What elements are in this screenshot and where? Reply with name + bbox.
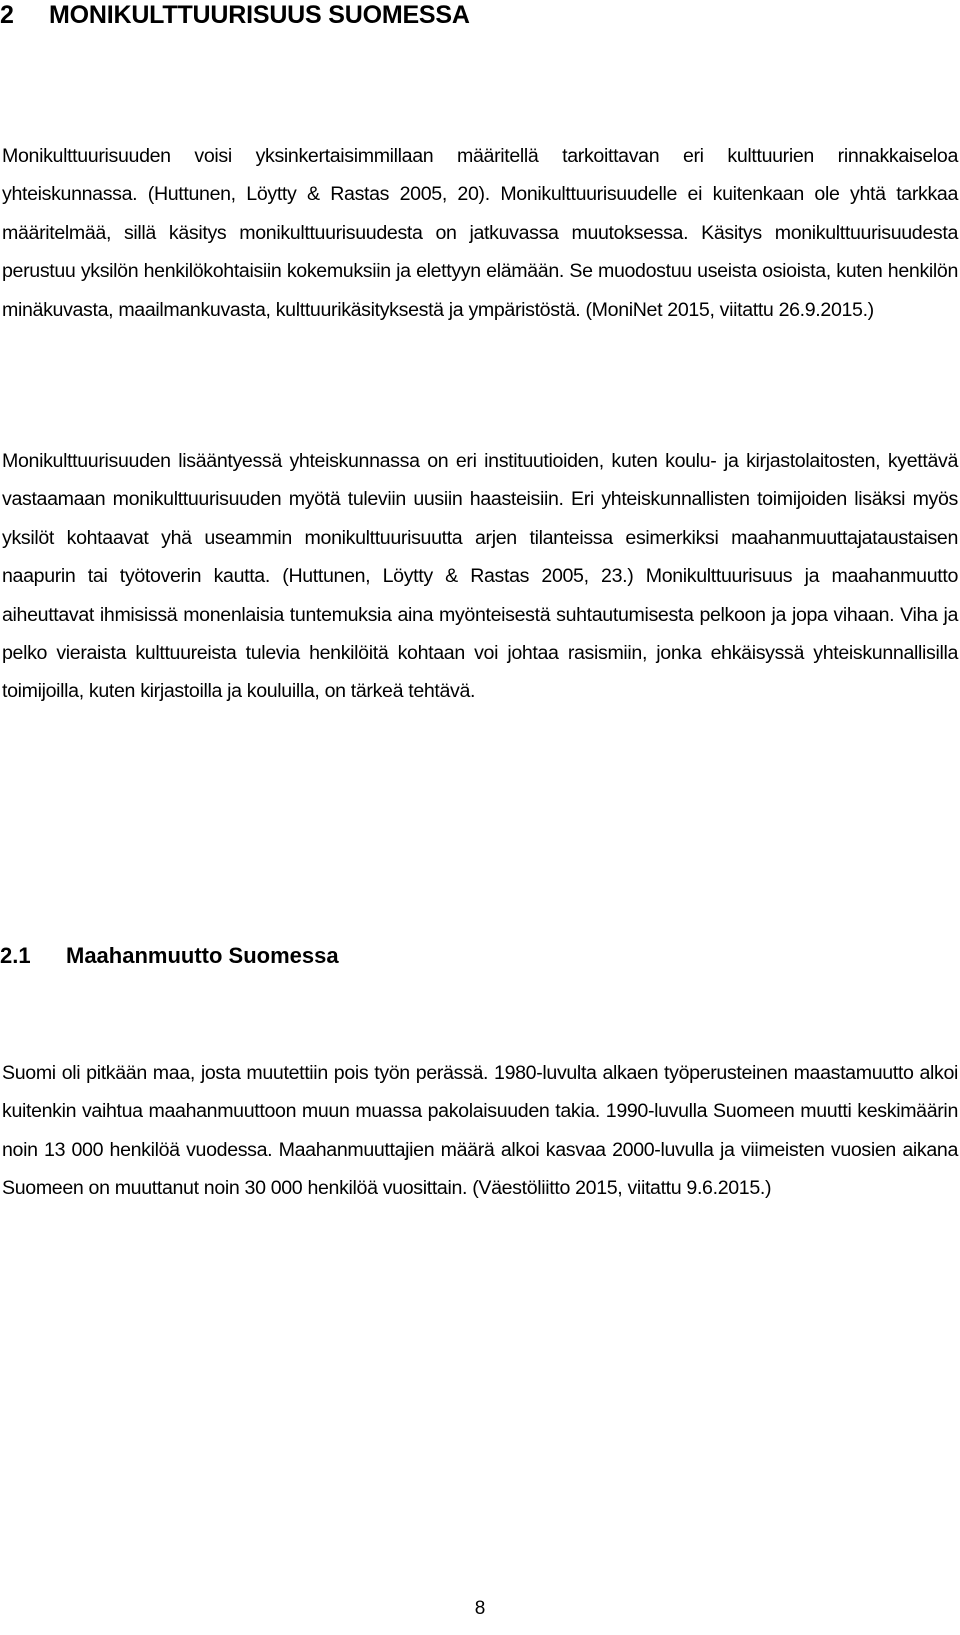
chapter-title: MONIKULTTUURISUUS SUOMESSA <box>49 1 470 29</box>
paragraph-definition: Monikulttuurisuuden voisi yksinkertaisimmillaan määritellä tarkoittavan eri kulttuurien rinnakkaiseloa yhteiskunnassa. (Huttunen, Löytty & Rastas 2005, 20). Monikulttuurisuudelle ei kuitenkaan ole yhtä tarkkaa määritelmää, sillä käsitys monikulttuurisuudesta on jatkuvassa muutoksessa. Käsitys monikulttuurisuudesta perustuu yksilön henkilökohtaisiin kokemuksiin ja elettyyn elämään. Se muodostuu useista osioista, kuten henkilön minäkuvasta, maailmankuvasta, kulttuurikäsityksestä ja ympäristöstä. (MoniNet 2015, viitattu 26.9.2015.) <box>2 145 958 321</box>
section-number: 2.1 <box>0 943 31 968</box>
chapter-heading <box>0 0 960 30</box>
paragraph-immigration: Suomi oli pitkään maa, josta muutettiin pois työn perässä. 1980-luvulta alkaen työperusteinen maastamuutto alkoi kuitenkin vaihtua maahanmuuttoon muun muassa pakolaisuuden takia. 1990-luvulla Suomeen muutti keskimäärin noin 13 000 henkilöä vuodessa. Maahanmuuttajien määrä alkoi kasvaa 2000-luvulla ja viimeisten vuosien aikana Suomeen on muuttanut noin 30 000 henkilöä vuosittain. (Väestöliitto 2015, viitattu 9.6.2015.) <box>2 1062 958 1200</box>
section-heading <box>0 941 960 971</box>
chapter-number: 2 <box>0 1 14 29</box>
section-title: Maahanmuutto Suomessa <box>66 943 339 968</box>
page-number: 8 <box>474 1598 486 1619</box>
paragraph-institutions: Monikulttuurisuuden lisääntyessä yhteiskunnassa on eri instituutioiden, kuten koulu- ja kirjastolaitosten, kyettävä vastaamaan monikulttuurisuuden myötä tuleviin uusiin haasteisiin. Eri yhteiskunnallisten toimijoiden lisäksi myös yksilöt kohtaavat yhä useammin monikulttuurisuutta arjen tilanteissa esimerkiksi maahanmuuttajataustaisen naapurin tai työtoverin kautta. (Huttunen, Löytty & Rastas 2005, 23.) Monikulttuurisuus ja maahanmuutto aiheuttavat ihmisissä monenlaisia tuntemuksia aina myönteisestä suhtautumisesta pelkoon ja jopa vihaan. Viha ja pelko vieraista kulttuureista tulevia henkilöitä kohtaan voi johtaa rasismiin, jonka ehkäisyssä yhteiskunnallisilla toimijoilla, kuten kirjastoilla ja kouluilla, on tärkeä tehtävä. <box>2 450 958 703</box>
